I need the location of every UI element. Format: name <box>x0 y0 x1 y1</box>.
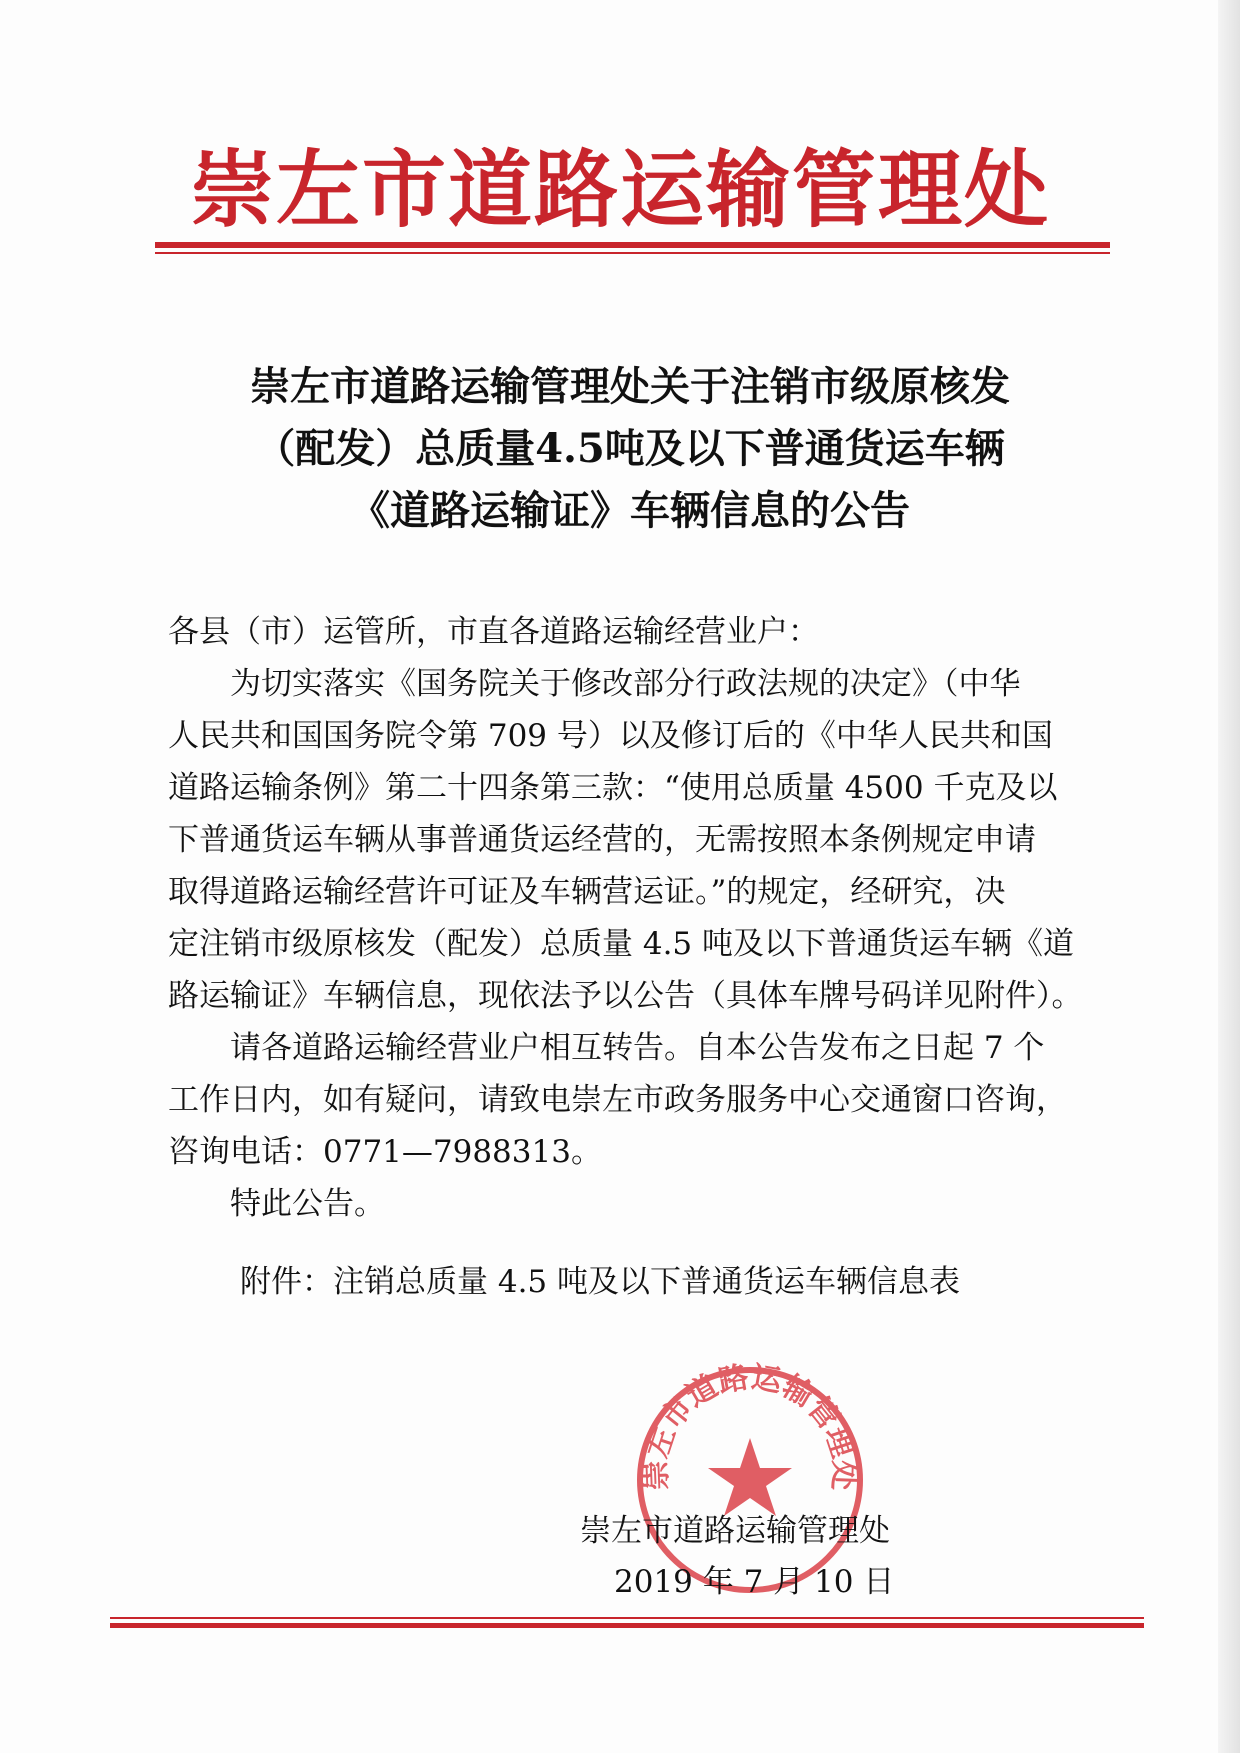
paragraph-line: 路运输证》车辆信息，现依法予以公告（具体车牌号码详见附件）。 <box>168 978 1083 1014</box>
paragraph-main-continued <box>168 710 1098 1022</box>
letterhead-rule-thick <box>155 242 1110 248</box>
notice-title <box>160 356 1100 542</box>
letterhead-rule-thin <box>155 252 1110 254</box>
paragraph-main <box>168 658 1098 710</box>
paragraph-contact <box>168 1022 1098 1074</box>
scan-edge <box>1218 0 1240 1753</box>
notice-title-line: 《道路运输证》车辆信息的公告 <box>350 487 910 534</box>
paragraph-line: 咨询电话：0771—7988313。 <box>168 1134 602 1170</box>
salutation: 各县（市）运管所，市直各道路运输经营业户： <box>168 614 819 650</box>
letterhead-org-name: 崇左市道路运输管理处 <box>189 141 1050 239</box>
paragraph-line: 工作日内，如有疑问，请致电崇左市政务服务中心交通窗口咨询， <box>168 1082 1067 1118</box>
notice-title-line: 崇左市道路运输管理处关于注销市级原核发 <box>250 363 1010 410</box>
closing-text: 特此公告。 <box>230 1186 385 1222</box>
notice-title-line: （配发）总质量4.5吨及以下普通货运车辆 <box>255 425 1005 472</box>
footer-rule-thick <box>110 1623 1144 1628</box>
signature-org: 崇左市道路运输管理处 <box>580 1513 890 1549</box>
notice-body <box>168 606 1098 1230</box>
signature-date: 2019 年 7 月 10 日 <box>614 1564 895 1600</box>
paragraph-line: 道路运输条例》第二十四条第三款：“使用总质量 4500 千克及以 <box>168 770 1058 806</box>
paragraph-line: 请各道路运输经营业户相互转告。自本公告发布之日起 7 个 <box>230 1030 1045 1066</box>
paragraph-line: 为切实落实《国务院关于修改部分行政法规的决定》（中华 <box>230 666 1021 702</box>
footer-rule-thin <box>110 1617 1144 1619</box>
paragraph-line: 定注销市级原核发（配发）总质量 4.5 吨及以下普通货运车辆《道 <box>168 926 1075 962</box>
paragraph-line: 取得道路运输经营许可证及车辆营运证。”的规定，经研究，决 <box>168 874 1006 910</box>
paragraph-line: 下普通货运车辆从事普通货运经营的，无需按照本条例规定申请 <box>168 822 1036 858</box>
paragraph-line: 人民共和国国务院令第 709 号）以及修订后的《中华人民共和国 <box>168 718 1053 754</box>
attachment-line: 附件：注销总质量 4.5 吨及以下普通货运车辆信息表 <box>240 1264 961 1300</box>
seal-text: 崇左市道路运输管理处 <box>638 1360 862 1492</box>
paragraph-contact-continued <box>168 1074 1098 1178</box>
